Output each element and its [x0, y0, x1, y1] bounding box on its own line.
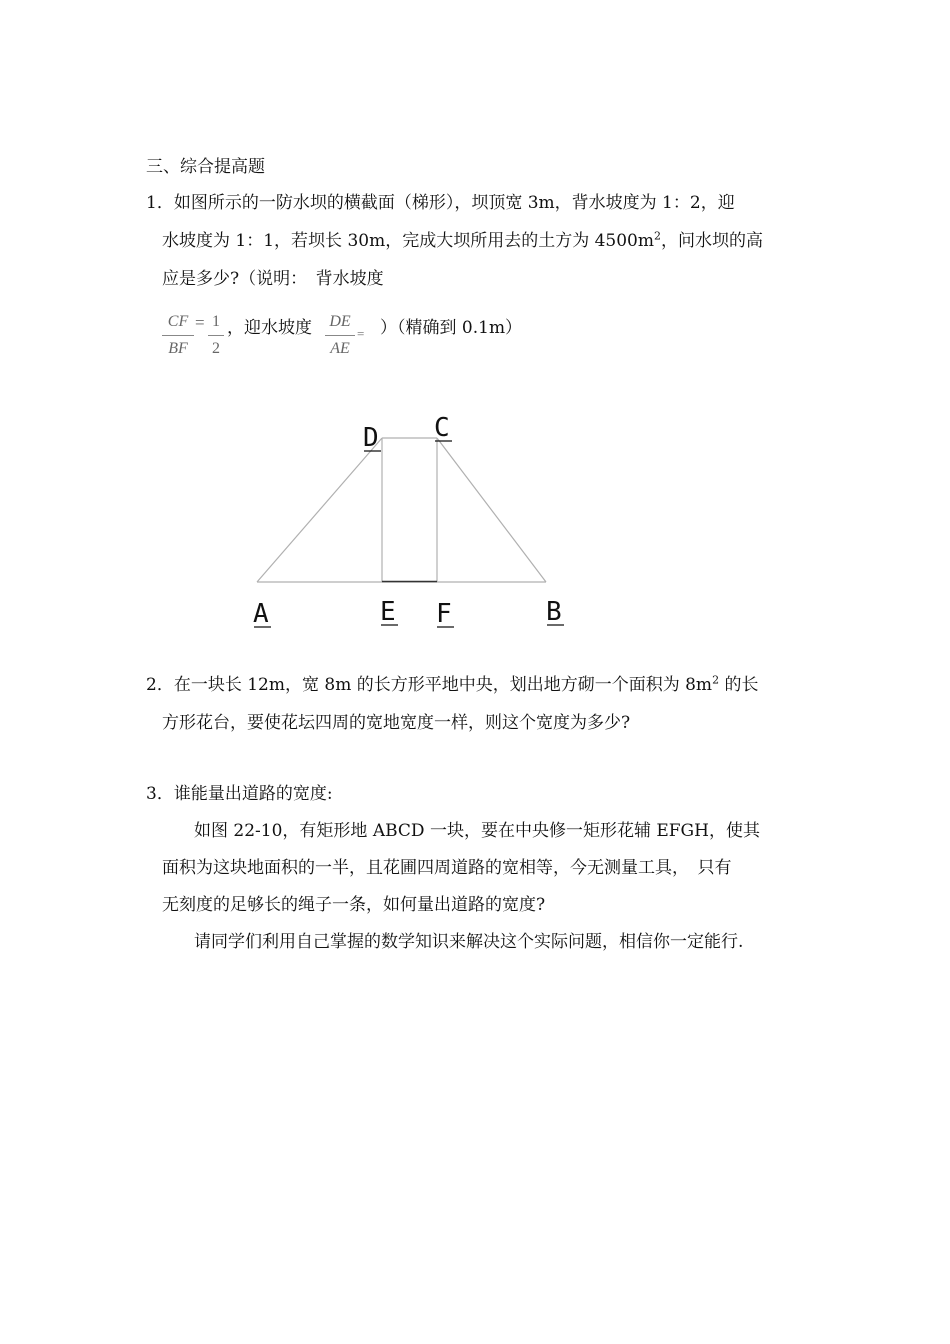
label-E: E [380, 597, 396, 627]
equals-sign-small: = [357, 326, 365, 341]
section-title: 三、综合提高题 [146, 157, 265, 177]
frac-ae: AE [330, 340, 350, 357]
q3-title: 3．谁能量出道路的宽度: [146, 784, 333, 804]
formula-tail: ）（精确到 0.1m） [380, 318, 523, 338]
superscript-2: 2 [712, 673, 720, 687]
q2-line-1-tail: 的长 [719, 675, 759, 695]
superscript-2: 2 [653, 229, 661, 243]
q2-line-1 [146, 670, 758, 695]
frac-de: DE [329, 313, 351, 330]
q1-line-3: 应是多少?（说明： 背水坡度 [162, 269, 384, 289]
formula-mid-text: ，迎水坡度 [227, 318, 312, 338]
label-F: F [436, 599, 452, 629]
label-B: B [546, 597, 562, 627]
q3-line-1: 如图 22-10，有矩形地 ABCD 一块，要在中央修一矩形花辅 EFGH，使其 [194, 821, 760, 841]
frac-one: 1 [212, 313, 220, 330]
edge-AD [257, 438, 382, 582]
frac-cf: CF [167, 313, 189, 330]
frac-bf: BF [168, 340, 188, 357]
label-A: A [253, 599, 269, 629]
equals-sign: = [195, 313, 205, 332]
q3-line-3: 无刻度的足够长的绳子一条，如何量出道路的宽度? [162, 895, 546, 915]
label-D: D [363, 423, 379, 453]
edge-CB [437, 438, 546, 582]
q2-line-2: 方形花台，要使花坛四周的宽地宽度一样，则这个宽度为多少? [162, 713, 631, 733]
q2-line-1-text: 2．在一块长 12m，宽 8m 的长方形平地中央，划出地方砌一个面积为 8m [146, 675, 713, 695]
q1-line-1: 1．如图所示的一防水坝的横截面（梯形），坝顶宽 3m，背水坡度为 1：2，迎 [146, 193, 735, 213]
q3-line-4: 请同学们利用自己掌握的数学知识来解决这个实际问题，相信你一定能行. [194, 932, 744, 952]
label-C: C [434, 413, 450, 443]
q1-line-2-tail: ，问水坝的高 [660, 231, 763, 251]
frac-two: 2 [212, 340, 220, 357]
q3-line-2: 面积为这块地面积的一半，且花圃四周道路的宽相等，今无测量工具， 只有 [162, 858, 732, 878]
q1-line-2-text: 水坡度为 1：1，若坝长 30m，完成大坝所用去的土方为 4500m [162, 231, 654, 251]
